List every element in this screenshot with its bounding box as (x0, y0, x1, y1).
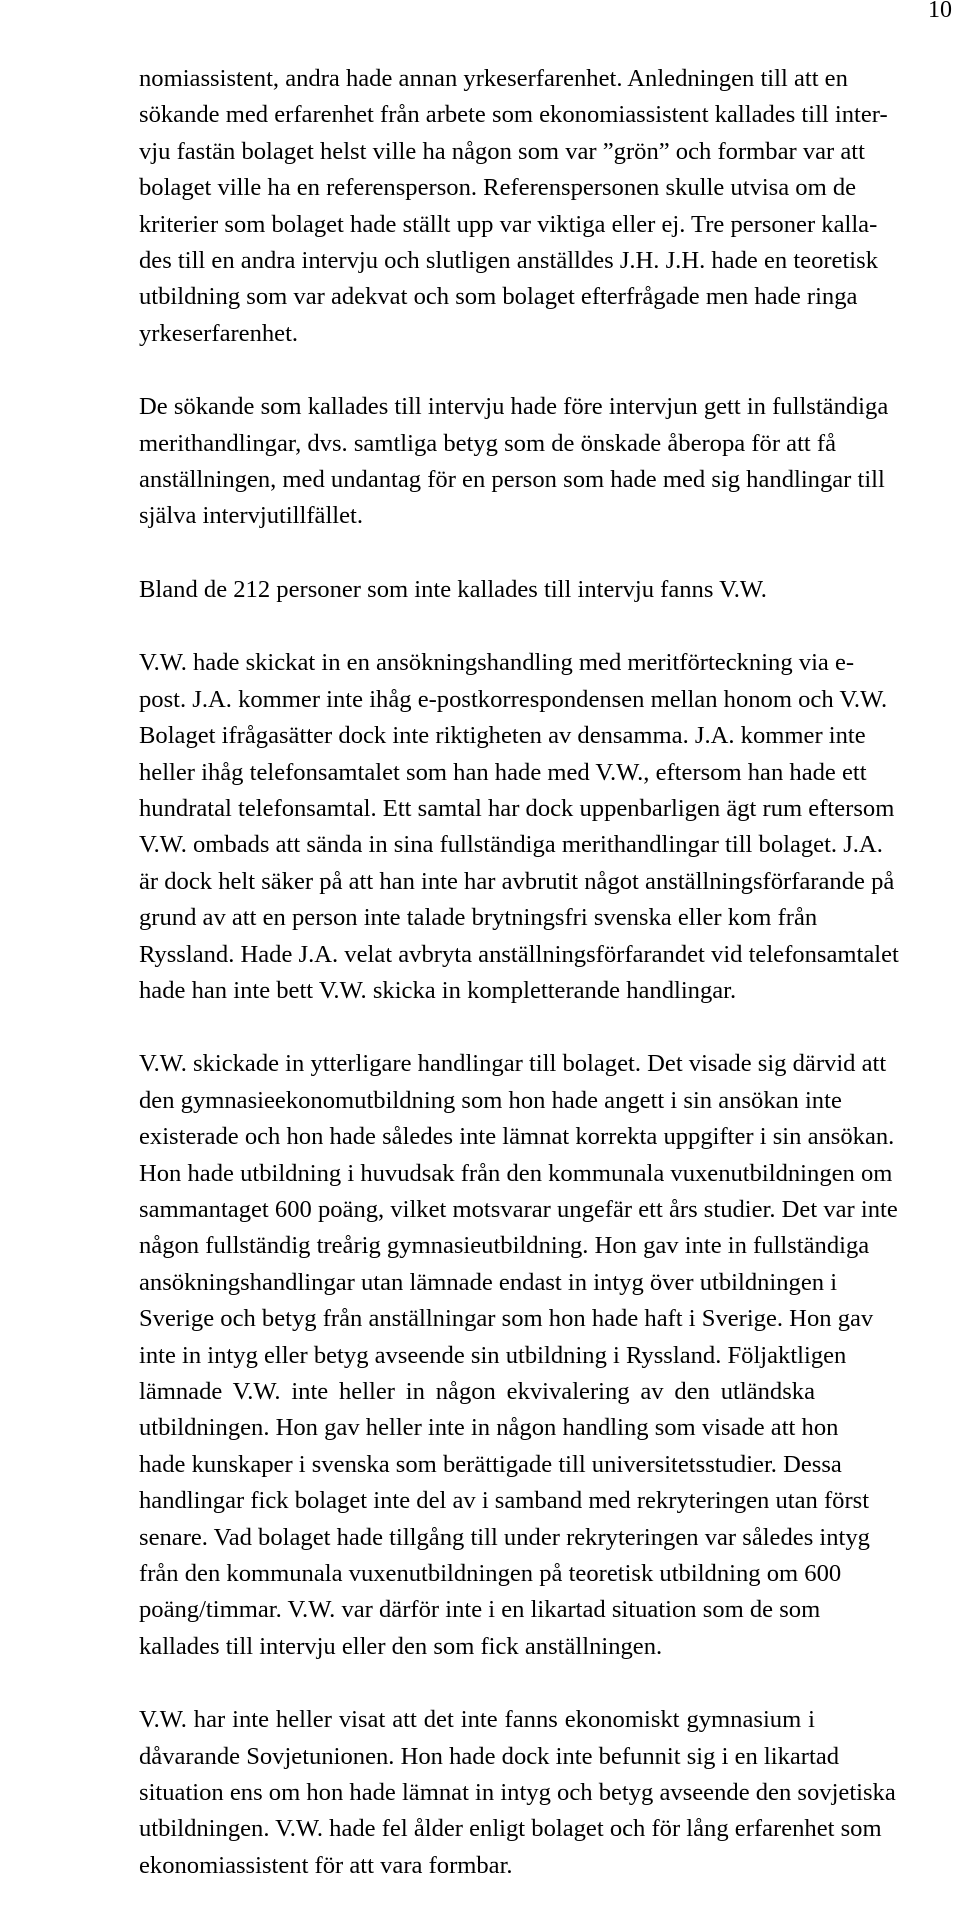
text-line: från den kommunala vuxenutbildningen på teoretisk utbildning om 600 (139, 1560, 842, 1588)
text-line: den gymnasieekonomutbildning som hon hade angett i sin ansökan inte (139, 1086, 842, 1114)
text-line: någon fullständig treårig gymnasieutbildning. Hon gav inte in fullständiga (139, 1232, 870, 1260)
text-line: hade han inte bett V.W. skicka in kompletterande handlingar. (139, 976, 737, 1004)
text-line: handlingar fick bolaget inte del av i samband med rekryteringen utan först (139, 1487, 870, 1515)
text-line: ansökningshandlingar utan lämnade endast in intyg över utbildningen i (139, 1268, 838, 1296)
text-line: Bolaget ifrågasätter dock inte riktigheten av densamma. J.A. kommer inte (139, 722, 866, 750)
text-line: utbildning som var adekvat och som bolaget efterfrågade men hade ringa (139, 283, 858, 311)
text-line: utbildningen. V.W. hade fel ålder enligt bolaget och för lång erfarenhet som (139, 1815, 882, 1843)
text-line: yrkeserfarenhet. (139, 319, 299, 347)
paragraph (139, 1702, 896, 1884)
paragraph (139, 1046, 898, 1665)
text-line: V.W. skickade in ytterligare handlingar till bolaget. Det visade sig därvid att (139, 1050, 887, 1078)
text-line: utbildningen. Hon gav heller inte in någon handling som visade att hon (139, 1414, 839, 1442)
text-line: De sökande som kallades till intervju hade före intervjun gett in fullständiga (139, 393, 889, 421)
text-line: hundratal telefonsamtal. Ett samtal har dock uppenbarligen ägt rum eftersom (139, 794, 895, 822)
text-line: heller ihåg telefonsamtalet som han hade med V.W., eftersom han hade ett (139, 758, 867, 786)
text-line: V.W. har inte heller visat att det inte fanns ekonomiskt gymnasium i (139, 1706, 815, 1734)
text-line: sökande med erfarenhet från arbete som ekonomiassistent kallades till inter- (139, 101, 888, 129)
text-line: existerade och hon hade således inte lämnat korrekta uppgifter i sin ansökan. (139, 1123, 895, 1151)
text-line: des till en andra intervju och slutligen anställdes J.H. J.H. hade en teoretisk (139, 247, 879, 275)
paragraph (139, 61, 888, 352)
text-line: ekonomiassistent för att vara formbar. (139, 1851, 513, 1879)
text-line: dåvarande Sovjetunionen. Hon hade dock inte befunnit sig i en likartad (139, 1742, 840, 1770)
text-line: sammantaget 600 poäng, vilket motsvarar ungefär ett års studier. Det var inte (139, 1195, 898, 1223)
document-body (139, 61, 899, 1921)
text-line: kriterier som bolaget hade ställt upp var viktiga eller ej. Tre personer kalla- (139, 210, 878, 238)
text-line: inte in intyg eller betyg avseende sin utbildning i Ryssland. Följaktligen (139, 1341, 847, 1369)
text-line: situation ens om hon hade lämnat in intyg och betyg avseende den sovjetiska (139, 1779, 896, 1807)
text-line: hade kunskaper i svenska som berättigade till universitetsstudier. Dessa (139, 1450, 842, 1478)
text-line: Bland de 212 personer som inte kallades till intervju fanns V.W. (139, 575, 767, 603)
paragraph (139, 389, 889, 535)
text-line: är dock helt säker på att han inte har avbrutit något anställningsförfarande på (139, 867, 895, 895)
text-line: bolaget ville ha en referensperson. Referenspersonen skulle utvisa om de (139, 174, 857, 202)
text-line: lämnade V.W. inte heller in någon ekvivalering av den utländska (139, 1378, 815, 1405)
text-line: merithandlingar, dvs. samtliga betyg som de önskade åberopa för att få (139, 429, 836, 457)
text-line: V.W. hade skickat in en ansökningshandling med meritförteckning via e- (139, 649, 855, 677)
text-line: V.W. ombads att sända in sina fullständiga merithandlingar till bolaget. J.A. (139, 831, 883, 859)
text-line: själva intervjutillfället. (139, 502, 364, 530)
text-line: kallades till intervju eller den som fick anställningen. (139, 1632, 663, 1660)
text-line: poäng/timmar. V.W. var därför inte i en likartad situation som de som (139, 1596, 821, 1624)
paragraph (139, 572, 815, 608)
paragraph (139, 645, 899, 1009)
text-line: senare. Vad bolaget hade tillgång till under rekryteringen var således intyg (139, 1523, 870, 1551)
text-line: Sverige och betyg från anställningar som hon hade haft i Sverige. Hon gav (139, 1305, 874, 1333)
text-line: nomiassistent, andra hade annan yrkeserfarenhet. Anledningen till att en (139, 65, 848, 92)
text-line: Hon hade utbildning i huvudsak från den kommunala vuxenutbildningen om (139, 1159, 893, 1187)
text-line: grund av att en person inte talade brytningsfri svenska eller kom från (139, 904, 818, 932)
page-number: 10 (928, 0, 952, 23)
text-line: post. J.A. kommer inte ihåg e-postkorrespondensen mellan honom och V.W. (139, 685, 888, 713)
text-line: Ryssland. Hade J.A. velat avbryta anställningsförfarandet vid telefonsamtalet (139, 940, 899, 968)
text-line: vju fastän bolaget helst ville ha någon som var ”grön” och formbar var att (139, 137, 865, 165)
text-line: anställningen, med undantag för en person som hade med sig handlingar till (139, 466, 885, 494)
